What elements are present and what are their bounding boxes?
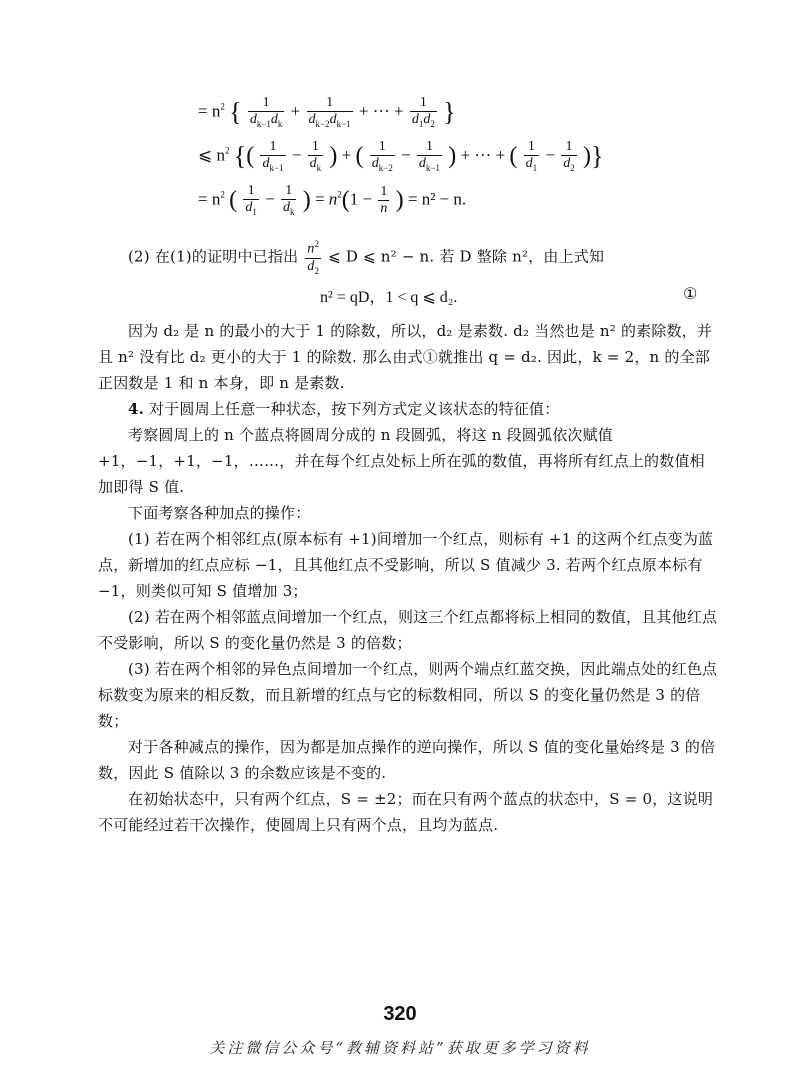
part2-intro: (2) 在(1)的证明中已指出 $\frac{n^2}{d_2}$ ⩽ D ⩽ n² − n. 若 D 整除 n²，由上式知: [128, 239, 605, 276]
case-3: (3) 若在两个相邻的异色点间增加一个红点，则两个端点红蓝交换，因此端点处的红色点标数变为原来的相反数，而且新增的红点与它的标数相同，所以 S 的变化量仍然是 3 的倍数；: [98, 660, 718, 730]
case-2: (2) 若在两个相邻蓝点间增加一个红点，则这三个红点都将标上相同的数值，且其他红点不受影响，所以 S 的变化量仍然是 3 的倍数；: [98, 608, 718, 652]
equation-line-1: = $n^2$ { $\frac{1}{d_{k-1}d_k}$ + $\frac{1}{d_{k-2}d_{k-1}}$ + ··· + $\frac{1}{d_1d_2}$ }: [198, 95, 456, 129]
equation-line-3: = $n^2$ ( $\frac{1}{d_1}$ − $\frac{1}{d_k}$ ) = $n^2(1$ − $\frac{1}{n}$ ) = n² − n.: [198, 183, 467, 217]
problem4-definition: 考察圆周上的 n 个蓝点将圆周分成的 n 段圆弧，将这 n 段圆弧依次赋值 +1，−1，+1，−1，……，并在每个红点处标上所在弧的数值，再将所有红点上的数值相加即得 S 值.: [98, 426, 705, 496]
equation-line-2: ⩽ $n^2$ {( $\frac{1}{d_{k-1}}$ − $\frac{1}{d_k}$ ) + ( $\frac{1}{d_{k-2}}$ − $\frac{1}{d_{k-1}}$ ) + ··· + ( $\frac{1}{d_1}$ − $\frac{1}{d_2}$ )}: [198, 139, 604, 173]
removal-paragraph: 对于各种减点的操作，因为都是加点操作的逆向操作，所以 S 值的变化量始终是 3 的倍数，因此 S 值除以 3 的余数应该是不变的.: [98, 738, 716, 782]
footer-note: 关注微信公众号“教辅资料站”获取更多学习资料: [209, 1039, 591, 1057]
part2-equation: n² = qD，1 < q ⩽ d₂.: [320, 289, 458, 306]
conclusion-paragraph: 在初始状态中，只有两个红点，S = ±2；而在只有两个蓝点的状态中，S = 0，这说明不可能经过若干次操作，使圆周上只有两个点，且均为蓝点.: [98, 790, 714, 834]
equation-marker: ①: [683, 284, 698, 303]
part2-paragraph: 因为 d₂ 是 n 的最小的大于 1 的除数，所以，d₂ 是素数. d₂ 当然也是 n² 的素除数，并且 n² 没有比 d₂ 更小的大于 1 的除数. 那么由式①就推出 q = d₂. 因此，k = 2，n 的全部正因数是 1 和 n 本身，即 n 是素数.: [98, 322, 713, 392]
problem4-intro: 4. 对于圆周上任意一种状态，按下列方式定义该状态的特征值：: [128, 400, 560, 418]
page-number: 320: [383, 1003, 417, 1025]
case-1: (1) 若在两个相邻红点(原本标有 +1)间增加一个红点，则标有 +1 的这两个红点变为蓝点，新增加的红点应标 −1，且其他红点不受影响，所以 S 值减少 3. 若两个红点原本标有 −1，则类似可知 S 值增加 3；: [98, 530, 714, 600]
ops-intro: 下面考察各种加点的操作：: [128, 504, 311, 522]
